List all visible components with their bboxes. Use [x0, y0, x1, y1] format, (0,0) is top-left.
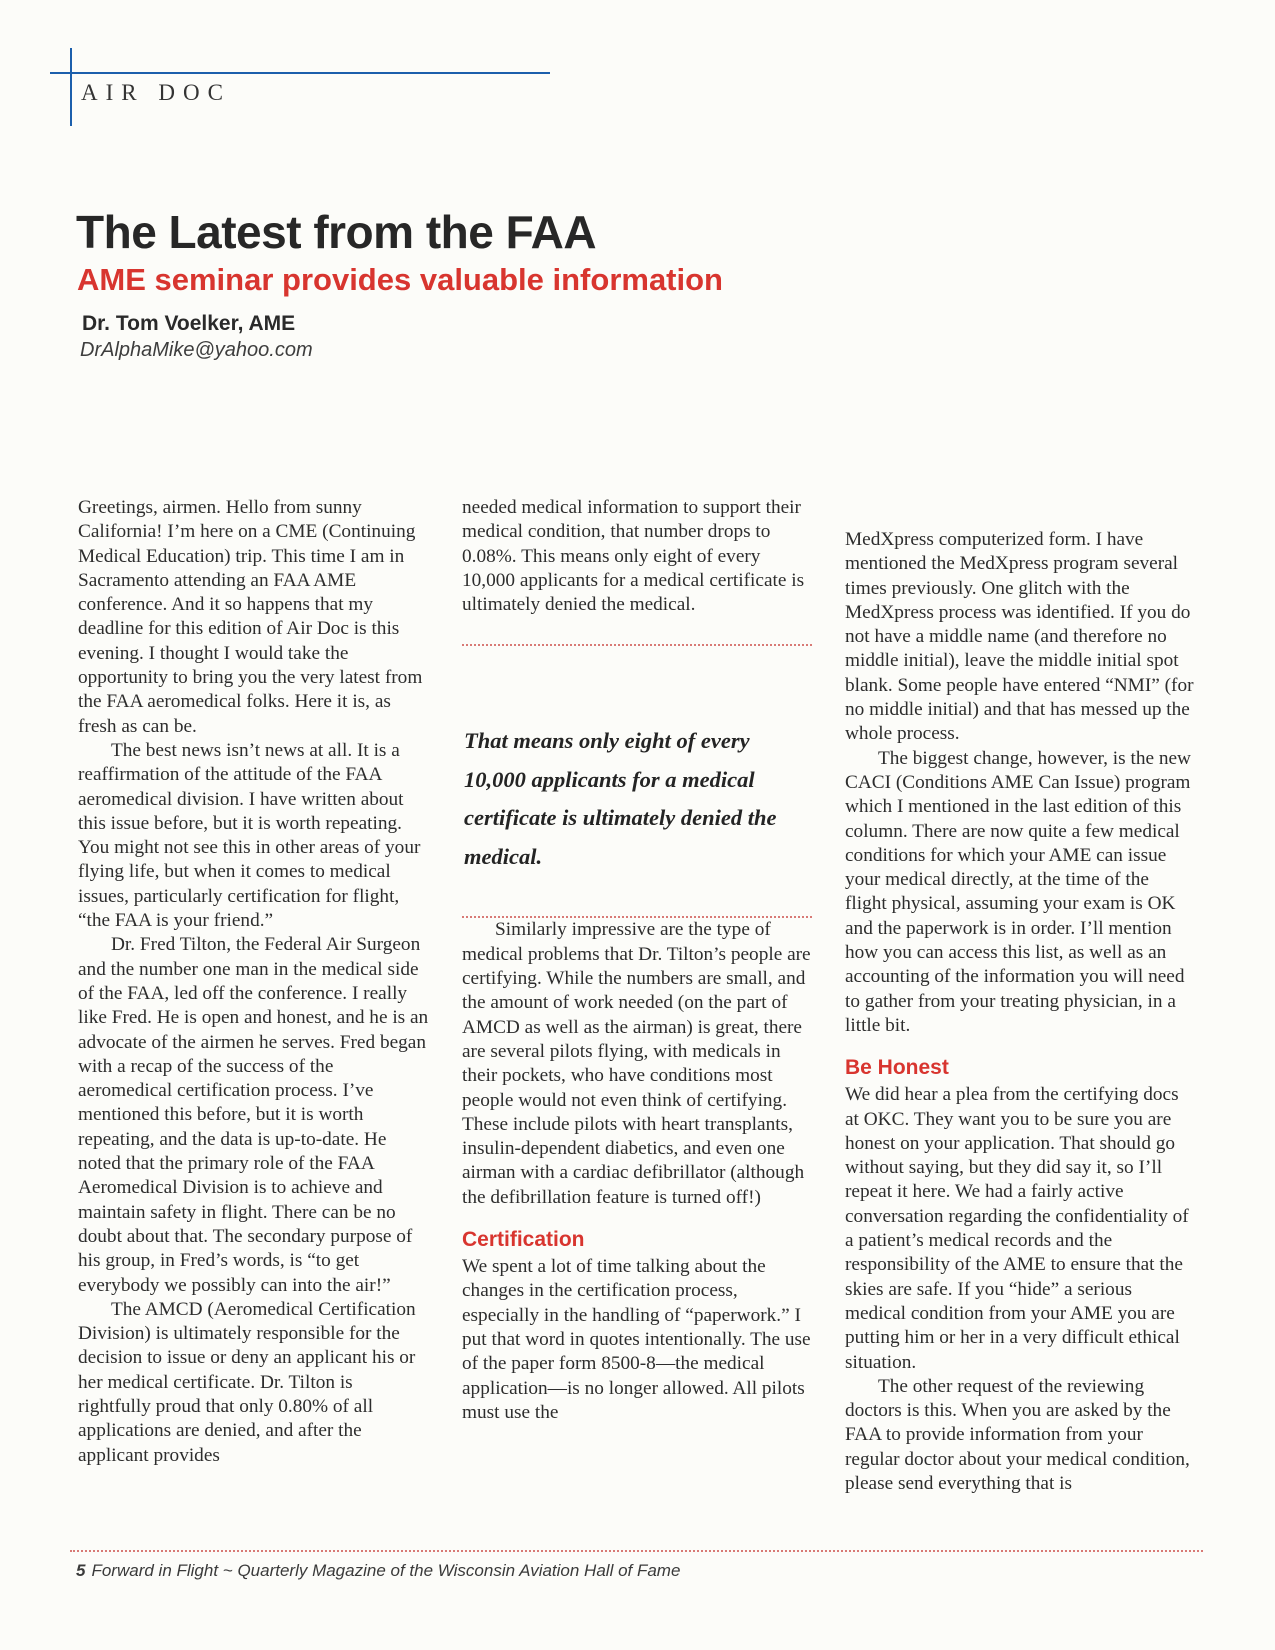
author-byline: Dr. Tom Voelker, AME: [82, 312, 296, 335]
paragraph: The best news isn’t news at all. It is a reaffirmation of the attitude of the FAA aeromedical division. I have written about this issue before, but it is worth repeating. You might not see this in other areas of your flying life, but when it comes to medical issues, particularly certification for flight, “the FAA is your friend.”: [78, 739, 421, 932]
paragraph: We spent a lot of time talking about the changes in the certification process, especially in the handling of “paperwork.” I put that word in quotes intentionally. The use of the paper form 8500-8—the medical application—is no longer allowed. All pilots must use the: [462, 1256, 811, 1423]
footer-magazine-title: Forward in Flight ~ Quarterly Magazine of the Wisconsin Aviation Hall of Fame: [91, 1561, 681, 1580]
pull-quote: That means only eight of every 10,000 applicants for a medical certificate is ultimately denied the medical.: [464, 728, 777, 869]
paragraph: The other request of the reviewing doctors is this. When you are asked by the FAA to provide information from your regular doctor about your medical condition, please send everything that is: [845, 1375, 1190, 1494]
paragraph: MedXpress computerized form. I have mentioned the MedXpress program several times previously. One glitch with the MedXpress process was identified. If you do not have a middle name (and therefore no middle initial), leave the middle initial spot blank. Some people have entered “NMI” (for no middle initial) and that has messed up the whole process.: [845, 529, 1194, 745]
section-heading-certification: Certification: [462, 1228, 585, 1252]
article-subtitle: AME seminar provides valuable information: [77, 261, 723, 297]
body-column-2: [462, 496, 812, 1425]
column-masthead: AIR DOC: [81, 80, 231, 105]
footer: [76, 1561, 680, 1581]
body-column-3: [845, 528, 1195, 1496]
paragraph: needed medical information to support their medical condition, that number drops to 0.08%. This means only eight of every 10,000 applicants for a medical certificate is ultimately denied the medical.: [462, 497, 805, 616]
section-heading-be-honest: Be Honest: [845, 1056, 949, 1080]
dotted-divider: [462, 644, 812, 646]
article-title: The Latest from the FAA: [76, 205, 597, 258]
paragraph: Greetings, airmen. Hello from sunny California! I’m here on a CME (Continuing Medical Education) trip. This time I am in Sacramento attending an FAA AME conference. And it so happens that my deadline for this edition of Air Doc is this evening. I thought I would take the opportunity to bring you the very latest from the FAA aeromedical folks. Here it is, as fresh as can be.: [78, 497, 423, 737]
page-number: 5: [76, 1561, 86, 1580]
author-email: DrAlphaMike@yahoo.com: [80, 339, 313, 361]
body-column-1: [78, 496, 430, 1468]
paragraph: The AMCD (Aeromedical Certification Division) is ultimately responsible for the decision to issue or deny an applicant his or her medical certificate. Dr. Tilton is rightfully proud that only 0.80% of all applications are denied, and after the applicant provides: [78, 1298, 416, 1466]
paragraph: Similarly impressive are the type of medical problems that Dr. Tilton’s people are certifying. While the numbers are small, and the amount of work needed (on the part of AMCD as well as the airman) is great, there are several pilots flying, with medicals in their pockets, who have conditions most people would not even think of certifying. These include pilots with heart transplants, insulin-dependent diabetics, and even one airman with a cardiac defibrillator (although the defibrillation feature is turned off!): [462, 919, 811, 1208]
paragraph: The biggest change, however, is the new CACI (Conditions AME Can Issue) program which I mentioned in the last edition of this column. There are now quite a few medical conditions for which your AME can issue your medical directly, at the time of the flight physical, assuming your exam is OK and the paperwork is in order. I’ll mention how you can access this list, as well as an accounting of the information you will need to gather from your treating physician, in a little bit.: [845, 747, 1191, 1036]
paragraph: Dr. Fred Tilton, the Federal Air Surgeon and the number one man in the medical side of the FAA, led off the conference. I really like Fred. He is open and honest, and he is an advocate of the airmen he serves. Fred began with a recap of the success of the aeromedical certification process. I’ve mentioned this before, but it is worth repeating, and the data is up-to-date. He noted that the primary role of the FAA Aeromedical Division is to achieve and maintain safety in flight. There can be no doubt about that. The secondary purpose of his group, in Fred’s words, is “to get everybody we possibly can into the air!”: [78, 934, 429, 1296]
masthead-horizontal-rule: [50, 72, 550, 74]
footer-dotted-rule: [70, 1550, 1203, 1552]
masthead-vertical-rule: [70, 48, 72, 126]
paragraph: We did hear a plea from the certifying docs at OKC. They want you to be sure you are honest on your application. That should go without saying, but they did say it, so I’ll repeat it here. We had a fairly active conversation regarding the confidentiality of a patient’s medical records and the responsibility of the AME to ensure that the skies are safe. If you “hide” a serious medical condition from your AME you are putting him or her in a very difficult ethical situation.: [845, 1084, 1189, 1373]
